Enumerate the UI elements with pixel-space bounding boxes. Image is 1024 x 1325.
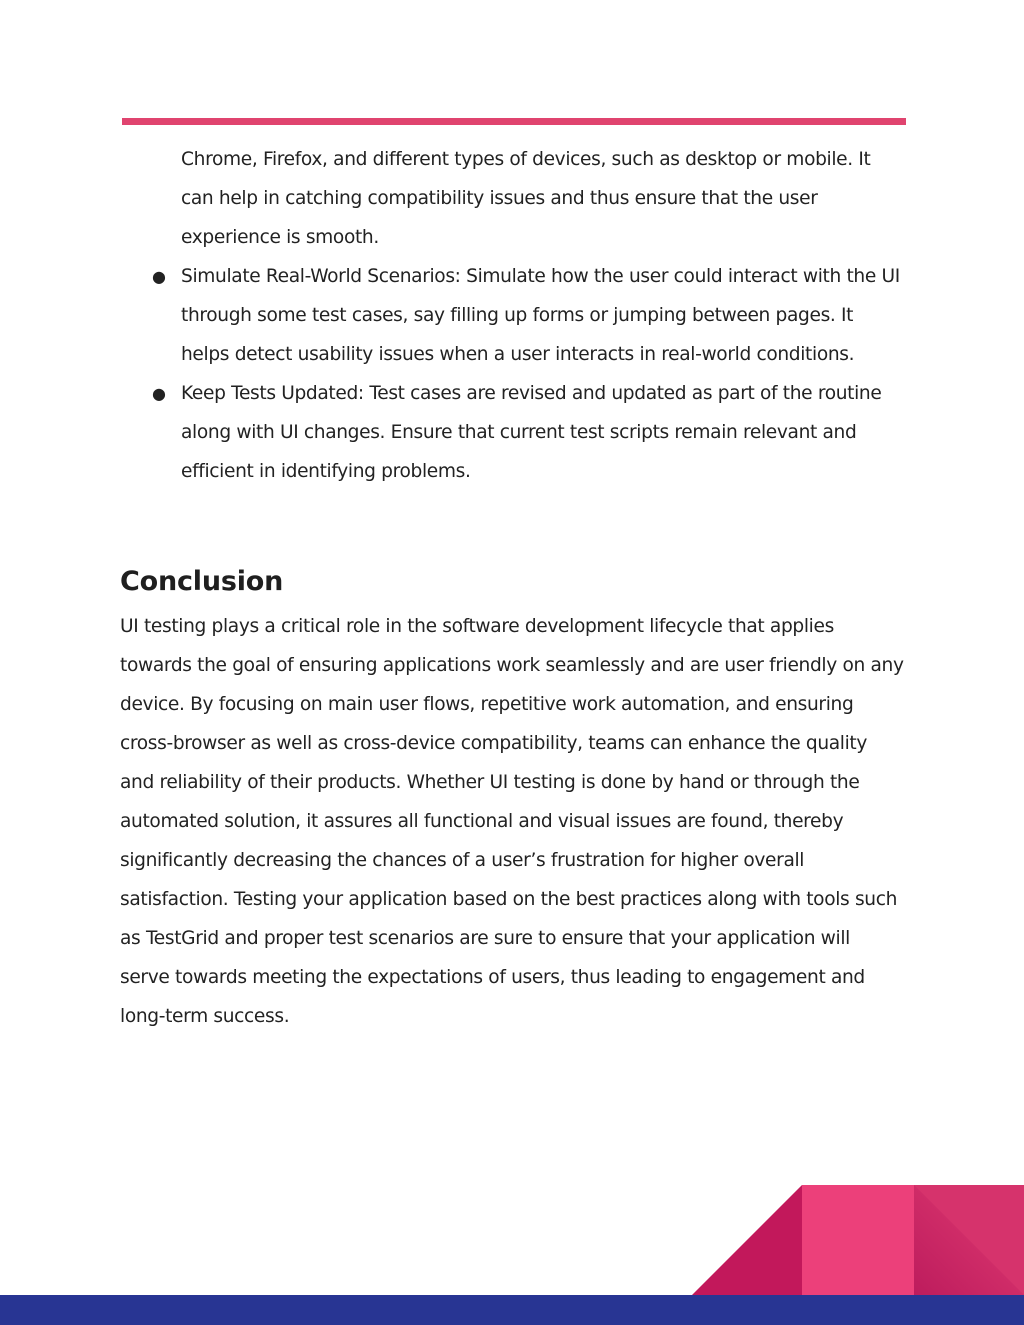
list-item-text: Keep Tests Updated: Test cases are revised and updated as part of the routine along with UI changes. Ensure that current test scripts remain relevant and efficient in identifying problems.	[181, 383, 882, 482]
footer-decoration-triangle	[692, 1185, 802, 1295]
list-item	[150, 257, 902, 374]
section-heading: Conclusion	[120, 566, 284, 597]
bullet-icon: ●	[152, 384, 166, 403]
conclusion-paragraph: UI testing plays a critical role in the software development lifecycle that applies towards the goal of ensuring applications work seamlessly and are user friendly on any device. By focusing on main user flows, repetitive work automation, and ensuring cross-browser as well as cross-device compatibility, teams can enhance the quality and reliability of their products. Whether UI testing is done by hand or through the automated solution, it assures all functional and visual issues are found, thereby significantly decreasing the chances of a user’s frustration for higher overall satisfaction. Testing your application based on the best practices along with tools such as TestGrid and proper test scenarios are sure to ensure that your application will serve towards meeting the expectations of users, thus leading to engagement and long-term success.	[120, 616, 904, 1027]
top-accent-rule	[122, 118, 906, 125]
list-item-continuation: Chrome, Firefox, and different types of devices, such as desktop or mobile. It can help in catching compatibility issues and thus ensure that the user experience is smooth.	[181, 149, 871, 248]
list-item	[150, 374, 902, 491]
footer-bar	[0, 1295, 1024, 1325]
bullet-list	[150, 257, 902, 491]
bullet-icon: ●	[152, 267, 166, 286]
list-item-text: Simulate Real-World Scenarios: Simulate how the user could interact with the UI through some test cases, say filling up forms or jumping between pages. It helps detect usability issues when a user interacts in real-world conditions.	[181, 266, 900, 365]
footer-decoration-square	[802, 1185, 914, 1295]
